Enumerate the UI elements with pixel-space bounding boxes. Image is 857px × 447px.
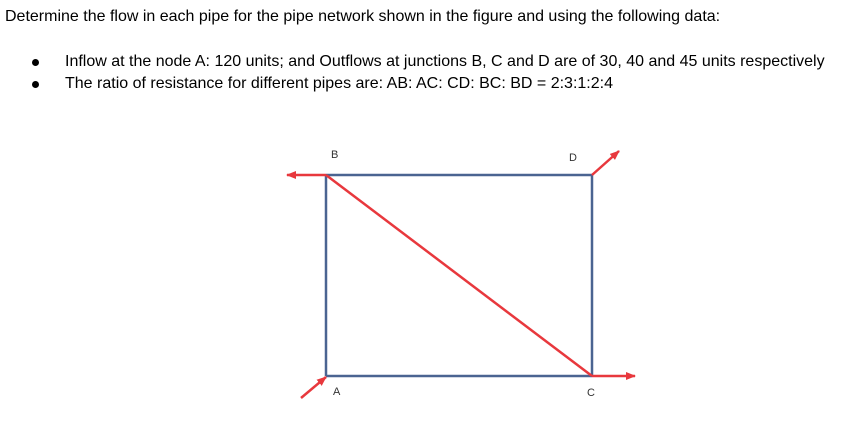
node-label-b: B (331, 149, 339, 161)
problem-statement: Determine the flow in each pipe for the pipe network shown in the figure and using the following data: (5, 8, 721, 25)
bullet-text-resistance: The ratio of resistance for different pipes are: AB: AC: CD: BC: BD = 2:3:1:2:4 (65, 75, 613, 92)
node-label-d: D (569, 152, 577, 164)
node-label-a: A (333, 386, 341, 398)
bullet-text-flows: Inflow at the node A: 120 units; and Outflows at junctions B, C and D are of 30, 40 and 45 units respectively (65, 53, 825, 70)
node-label-c: C (587, 387, 595, 399)
pipe-bc (326, 175, 592, 376)
outflow-arrow-d (592, 151, 619, 175)
inflow-arrow-a (301, 377, 326, 398)
